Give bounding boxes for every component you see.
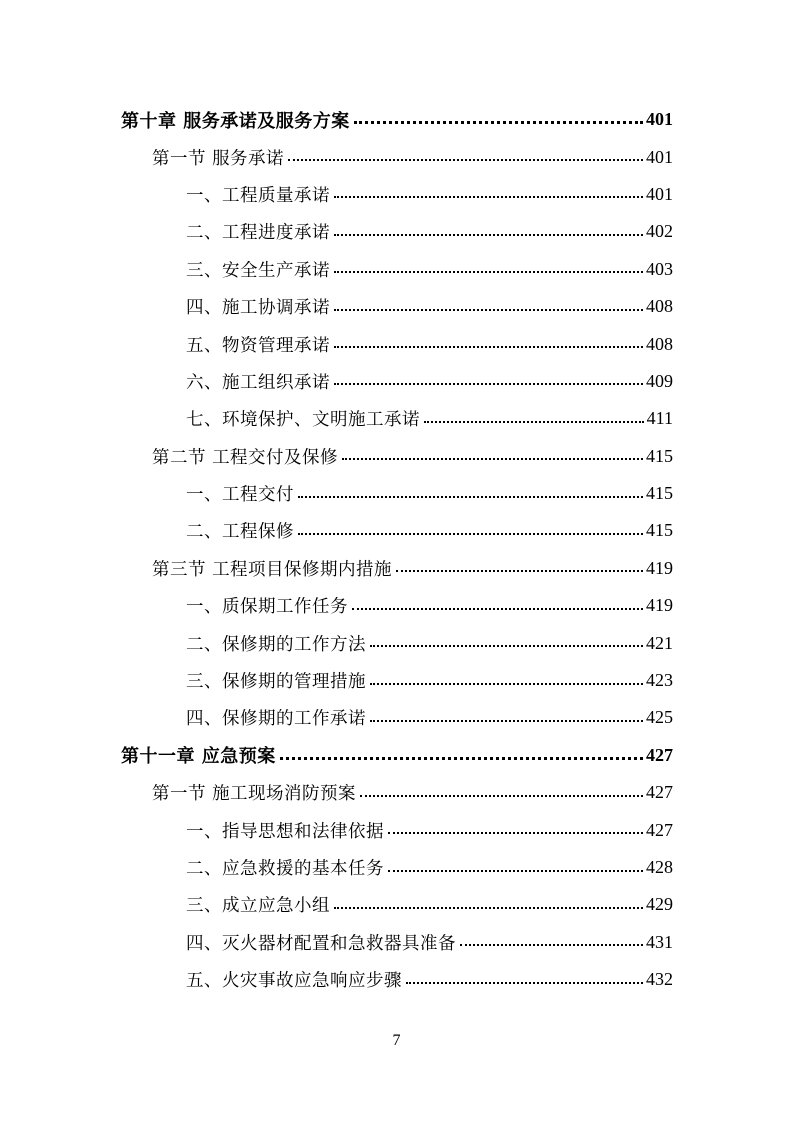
toc-item[interactable]	[0, 512, 793, 549]
toc-entry-page: 409	[646, 370, 673, 391]
toc-dot-leader	[406, 982, 643, 984]
toc-entry-page: 419	[646, 557, 673, 578]
toc-dot-leader	[334, 907, 643, 909]
toc-entry-title: 二、工程保修	[186, 522, 294, 543]
toc-entry-title: 七、环境保护、文明施工承诺	[186, 410, 420, 431]
page-number: 7	[392, 1032, 401, 1049]
toc-entry-title: 五、物资管理承诺	[186, 335, 330, 356]
toc-chapter[interactable]	[0, 737, 793, 774]
toc-item[interactable]	[0, 288, 793, 325]
toc-entry-title: 第三节 工程项目保修期内措施	[152, 559, 393, 580]
toc-dot-leader	[370, 683, 643, 685]
toc-item[interactable]	[0, 924, 793, 961]
toc-dot-leader	[298, 496, 643, 498]
toc-dot-leader	[334, 196, 643, 198]
toc-entry-page: 423	[646, 670, 673, 691]
toc-entry-title: 第二节 工程交付及保修	[152, 447, 339, 468]
toc-entry-title: 四、施工协调承诺	[186, 298, 330, 319]
toc-item[interactable]	[0, 363, 793, 400]
toc-item[interactable]	[0, 624, 793, 661]
toc-entry-page: 401	[646, 183, 673, 204]
toc-item[interactable]	[0, 587, 793, 624]
toc-entry-page: 408	[646, 296, 673, 317]
toc-dot-leader	[342, 458, 643, 460]
toc-dot-leader	[396, 570, 643, 572]
toc-entry-title: 五、火灾事故应急响应步骤	[186, 971, 402, 992]
toc-entry-title: 第一节 服务承诺	[152, 148, 285, 169]
toc-entry-title: 第十一章 应急预案	[121, 746, 276, 768]
toc-section[interactable]	[0, 138, 793, 175]
toc-entry-title: 六、施工组织承诺	[186, 372, 330, 393]
toc-dot-leader	[354, 121, 643, 124]
toc-entry-page: 431	[646, 931, 673, 952]
toc-entry-page: 429	[646, 894, 673, 915]
toc-entry-title: 二、应急救援的基本任务	[186, 859, 384, 879]
toc-entry-page: 411	[646, 408, 673, 429]
toc-dot-leader	[370, 645, 643, 647]
toc-dot-leader	[352, 608, 643, 610]
toc-item[interactable]	[0, 811, 793, 848]
toc-dot-leader	[334, 309, 643, 311]
toc-dot-leader	[334, 383, 643, 385]
toc-item[interactable]	[0, 961, 793, 998]
toc-item[interactable]	[0, 325, 793, 362]
toc-entry-title: 一、质保期工作任务	[186, 597, 348, 618]
toc-dot-leader	[298, 533, 643, 535]
toc-entry-page: 427	[646, 744, 673, 765]
toc-item[interactable]	[0, 699, 793, 736]
toc-dot-leader	[388, 870, 643, 872]
toc-item[interactable]	[0, 849, 793, 886]
toc-entry-title: 一、工程质量承诺	[186, 185, 330, 206]
toc-item[interactable]	[0, 176, 793, 213]
toc-entry-page: 415	[646, 445, 673, 466]
toc-dot-leader	[388, 832, 643, 834]
toc-dot-leader	[370, 720, 643, 722]
toc-entry-page: 428	[646, 857, 673, 877]
toc-entry-page: 403	[646, 258, 673, 279]
toc-item[interactable]	[0, 886, 793, 923]
toc-dot-leader	[288, 159, 643, 161]
toc-entry-page: 415	[646, 520, 673, 541]
toc-section[interactable]	[0, 550, 793, 587]
toc-entry-title: 二、保修期的工作方法	[186, 634, 366, 655]
toc-dot-leader	[424, 421, 644, 423]
toc-item[interactable]	[0, 251, 793, 288]
toc-entry-page: 408	[646, 333, 673, 354]
toc-entry-page: 401	[646, 146, 673, 167]
toc-entry-page: 427	[646, 782, 673, 803]
toc-entry-page: 402	[646, 221, 673, 242]
toc-dot-leader	[334, 271, 643, 273]
toc-item[interactable]	[0, 213, 793, 250]
toc-entry-page: 425	[646, 707, 673, 728]
toc-entry-page: 401	[646, 109, 673, 130]
toc-entry-title: 第十章 服务承诺及服务方案	[121, 110, 350, 132]
toc-entry-page: 419	[646, 595, 673, 616]
toc-entry-title: 三、安全生产承诺	[186, 260, 330, 281]
toc-entry-title: 二、工程进度承诺	[186, 223, 330, 244]
toc-entry-title: 第一节 施工现场消防预案	[152, 784, 357, 805]
toc-entry-page: 427	[646, 819, 673, 840]
toc-entry-title: 三、保修期的管理措施	[186, 672, 366, 693]
toc-entry-page: 421	[646, 632, 673, 653]
toc-dot-leader	[280, 757, 643, 760]
toc-entry-title: 四、保修期的工作承诺	[186, 709, 366, 730]
toc-entry-page: 415	[646, 483, 673, 504]
toc-dot-leader	[334, 234, 643, 236]
toc-entry-page: 432	[646, 969, 673, 990]
toc-section[interactable]	[0, 438, 793, 475]
toc-entry-title: 四、灭火器材配置和急救器具准备	[186, 933, 456, 954]
toc-section[interactable]	[0, 774, 793, 811]
toc-entry-title: 一、工程交付	[186, 485, 294, 506]
toc-item[interactable]	[0, 400, 793, 437]
toc-item[interactable]	[0, 475, 793, 512]
toc-item[interactable]	[0, 662, 793, 699]
toc-dot-leader	[360, 795, 643, 797]
toc-dot-leader	[460, 944, 643, 946]
toc-chapter[interactable]	[0, 101, 793, 138]
toc-entry-title: 一、指导思想和法律依据	[186, 821, 384, 842]
toc-dot-leader	[334, 346, 643, 348]
toc-entry-title: 三、成立应急小组	[186, 896, 330, 917]
table-of-contents	[0, 101, 793, 998]
